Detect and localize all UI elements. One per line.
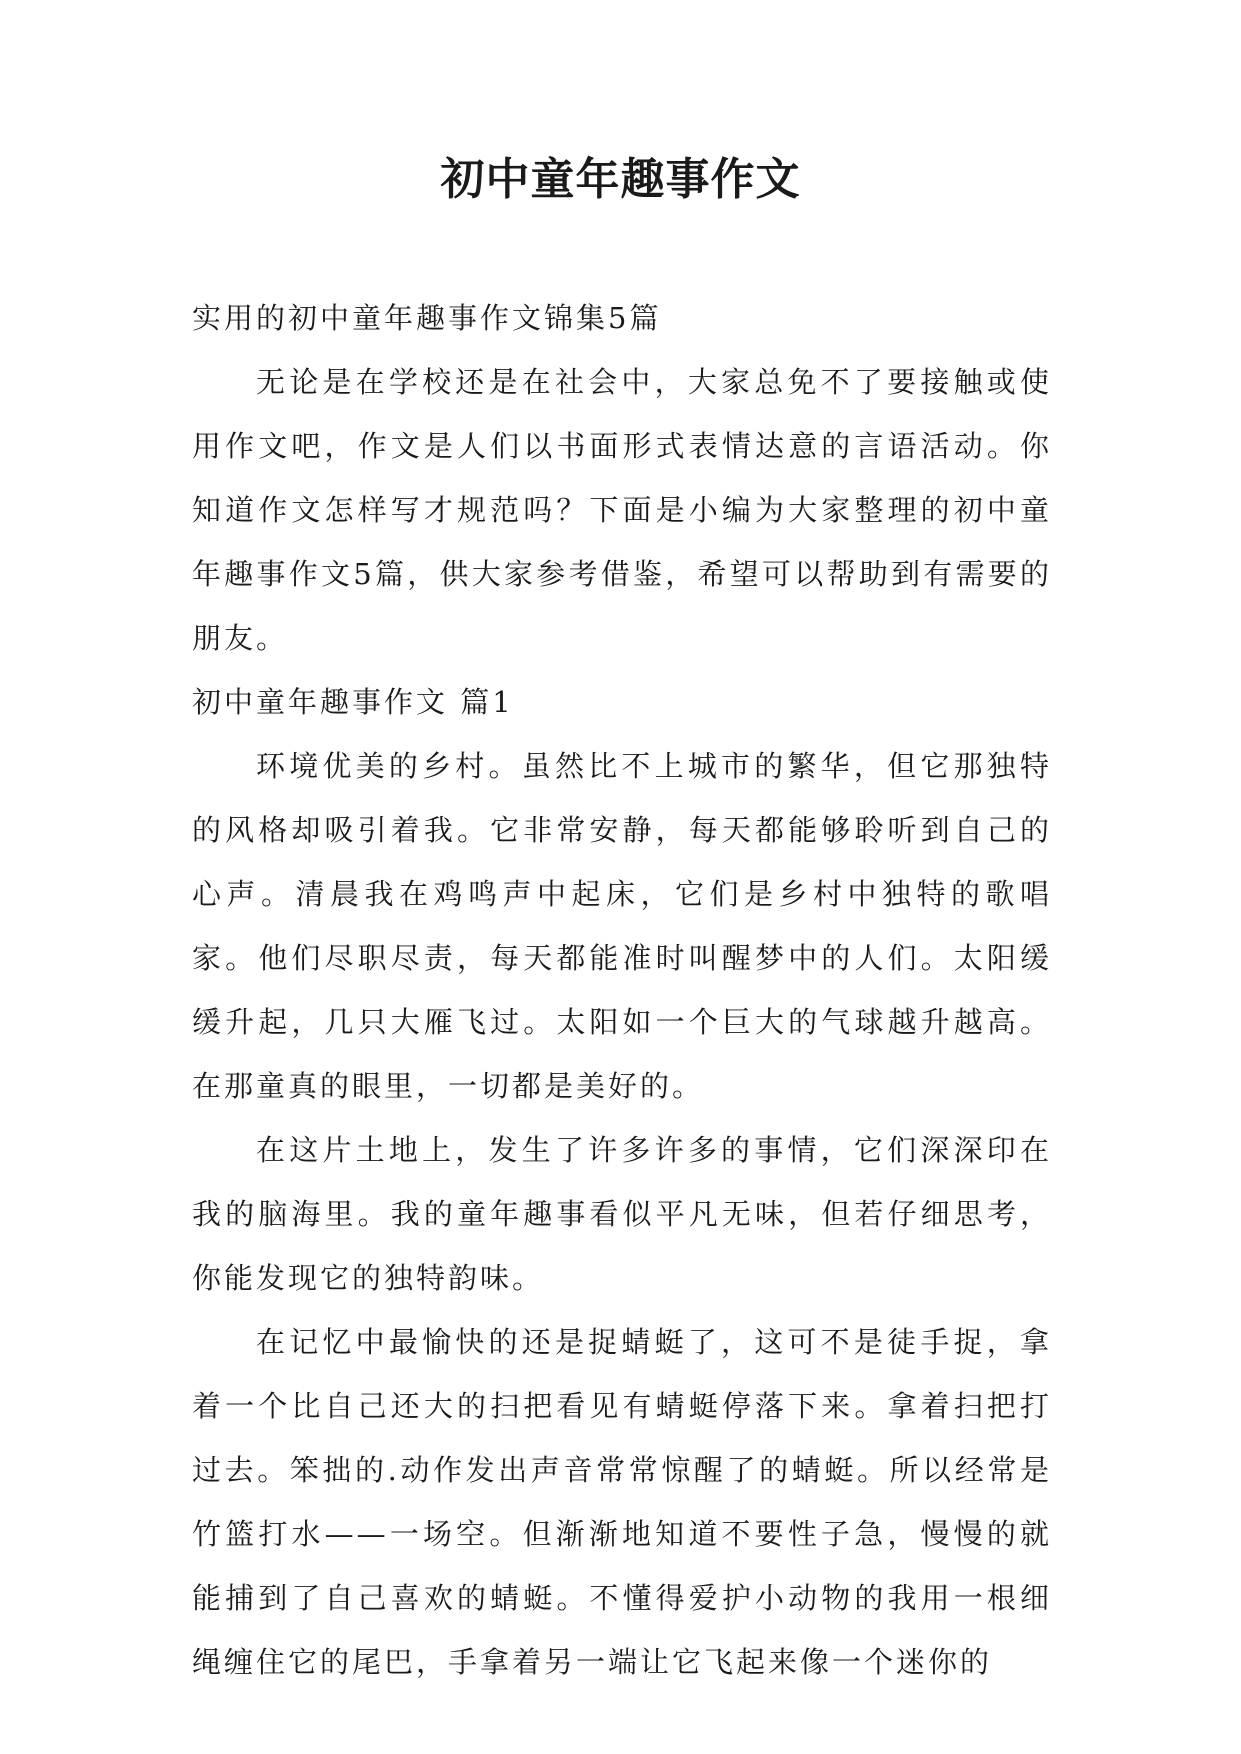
section-heading: 初中童年趣事作文 篇1: [192, 685, 514, 719]
document-subtitle: 实用的初中童年趣事作文锦集5篇: [192, 301, 662, 335]
document-body: [192, 286, 1052, 1694]
body-paragraph: 在这片土地上，发生了许多许多的事情，它们深深印在我的脑海里。我的童年趣事看似平凡无味，但若仔细思考，你能发现它的独特韵味。: [192, 1133, 1052, 1295]
intro-paragraph: 无论是在学校还是在社会中，大家总免不了要接触或使用作文吧，作文是人们以书面形式表情达意的言语活动。你知道作文怎样写才规范吗？下面是小编为大家整理的初中童年趣事作文5篇，供大家参考借鉴，希望可以帮助到有需要的朋友。: [192, 365, 1052, 655]
body-paragraph: 环境优美的乡村。虽然比不上城市的繁华，但它那独特的风格却吸引着我。它非常安静，每天都能够聆听到自己的心声。清晨我在鸡鸣声中起床，它们是乡村中独特的歌唱家。他们尽职尽责，每天都能准时叫醒梦中的人们。太阳缓缓升起，几只大雁飞过。太阳如一个巨大的气球越升越高。在那童真的眼里，一切都是美好的。: [192, 749, 1052, 1103]
document-title: 初中童年趣事作文: [440, 154, 801, 205]
body-paragraph: 在记忆中最愉快的还是捉蜻蜓了，这可不是徒手捉，拿着一个比自己还大的扫把看见有蜻蜓停落下来。拿着扫把打过去。笨拙的.动作发出声音常常惊醒了的蜻蜓。所以经常是竹篮打水——一场空。但渐渐地知道不要性子急，慢慢的就能捕到了自己喜欢的蜻蜓。不懂得爱护小动物的我用一根细绳缠住它的尾巴，手拿着另一端让它飞起来像一个迷你的: [192, 1325, 1052, 1679]
